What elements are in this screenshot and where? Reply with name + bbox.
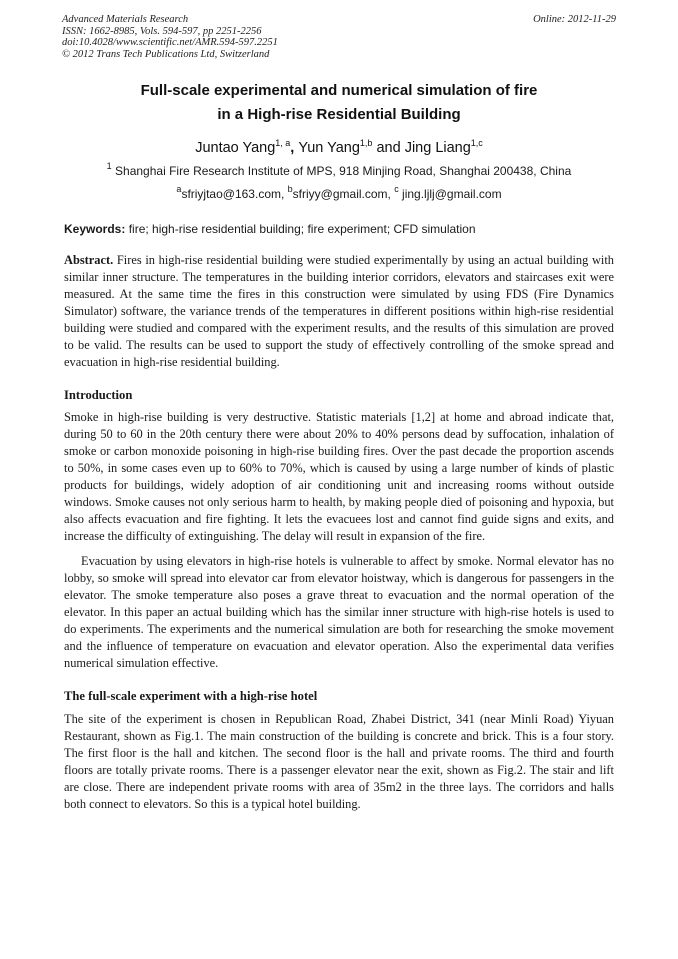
doi-line: doi:10.4028/www.scientific.net/AMR.594-597.2251: [62, 37, 278, 48]
section-heading-experiment: The full-scale experiment with a high-rise hotel: [64, 689, 318, 703]
author-name: Juntao Yang: [195, 140, 276, 156]
abstract-text: Fires in high-rise residential building were studied experimentally by using an actual building with similar inner structure. The temperatures in the building interior corridors, elevators and staircases exit were measured. At the same time the fires in this construction were simulated by using FDS (Fire Dynamics Simulator) software, the variance trends of the temperatures in different positions within high-rise residential building were studied and compared with the experiment results, and the results of this simulation are proved to be valid. The results can be used to support the study of effectively controlling of the smoke spread and evacuation in high-rise residential building.: [64, 253, 614, 369]
paper-title: [0, 79, 678, 127]
author-affil-mark: 1, a: [275, 138, 291, 148]
introduction-paragraph-2: Evacuation by using elevators in high-rise hotels is vulnerable to affect by smoke. Normal elevator has no lobby, so smoke will spread into elevator car from elevator hoistway, which is dangerous for passengers in the elevator. The smoke temperature also poses a grave threat to evacuation and the normal operation of the elevator. In this paper an actual building which has the similar inner structure with high-rise hotels is used to do experiments. The experiments and the numerical simulation are both for researching the smoke movement and the influence of temperature on evacuation and elevator operation. Also the experimental data verifies numerical simulation effective.: [64, 554, 614, 670]
author-separator: and: [372, 140, 405, 156]
keywords-text: fire; high-rise residential building; fire experiment; CFD simulation: [125, 222, 476, 236]
email-a[interactable]: sfriyjtao@163.com,: [181, 187, 288, 201]
abstract-label: Abstract.: [64, 253, 114, 267]
keywords-label: Keywords:: [64, 222, 126, 236]
author-name: Yun Yang: [298, 140, 360, 156]
author-affil-mark: 1,b: [359, 138, 373, 148]
email-c[interactable]: jing.ljlj@gmail.com: [398, 187, 502, 201]
section-heading-introduction: Introduction: [64, 388, 133, 402]
journal-name: Advanced Materials Research: [62, 14, 189, 25]
author-name: Jing Liang: [404, 140, 471, 156]
author-emails: [0, 186, 678, 202]
experiment-paragraph-1: The site of the experiment is chosen in Republican Road, Zhabei District, 341 (near Minli Road) Yiyuan Restaurant, shown as Fig.1. The main construction of the building is concrete and brick. This is a four story. The first floor is the hall and kitchen. The second floor is the hall and private rooms. The third and fourth floors are totally private rooms. There is a passenger elevator near the exit, shown as Fig.2. The stair and lift are close. There are independent private rooms with area of 35m2 in the three lays. The corridors and halls both connect to elevators. So this is a typical hotel building.: [64, 712, 614, 811]
introduction-paragraph-1: Smoke in high-rise building is very destructive. Statistic materials [1,2] at home and abroad indicate that, during 50 to 60 in the 20th century there were about 20% to 40% persons dead by suffocation, inhalation of smoke or carbon monoxide poisoning in high-rise building fires. Over the past decade the proportion ascends to 50%, in some cases even up to 60% to 70%, which is caused by using a large number of kinds of plastic products for buildings, widely adoption of air conditioning unit and increasing rooms without outside windows. Smoke causes not only serious harm to health, by making people died of poisoning and hypoxia, but also affects evacuation and fire fighting. It lets the evacuees lost and cannot find guide signs and exits, and increase the difficulty of extinguishing. The delay will result in expansion of the fire.: [64, 410, 614, 543]
title-line-1: Full-scale experimental and numerical simulation of fire: [140, 82, 538, 99]
affiliation-text: Shanghai Fire Research Institute of MPS, 918 Minjing Road, Shanghai 200438, China: [111, 164, 572, 178]
title-line-2: in a High-rise Residential Building: [217, 106, 461, 123]
email-mark: b: [287, 184, 293, 194]
author-list: [0, 138, 678, 158]
email-mark: a: [176, 184, 182, 194]
keywords: [64, 221, 476, 237]
email-b[interactable]: sfriyy@gmail.com,: [292, 187, 395, 201]
email-mark: c: [394, 184, 399, 194]
issn-line: ISSN: 1662-8985, Vols. 594-597, pp 2251-2256: [62, 25, 262, 37]
abstract: [64, 252, 614, 371]
affiliation-mark: 1: [106, 161, 112, 171]
author-affil-mark: 1,c: [470, 138, 483, 148]
journal-header: [62, 14, 278, 60]
copyright-line: © 2012 Trans Tech Publications Ltd, Switzerland: [62, 48, 270, 60]
author-separator: ,: [290, 140, 299, 156]
online-date: Online: 2012-11-29: [533, 14, 616, 25]
affiliation: [0, 163, 678, 179]
